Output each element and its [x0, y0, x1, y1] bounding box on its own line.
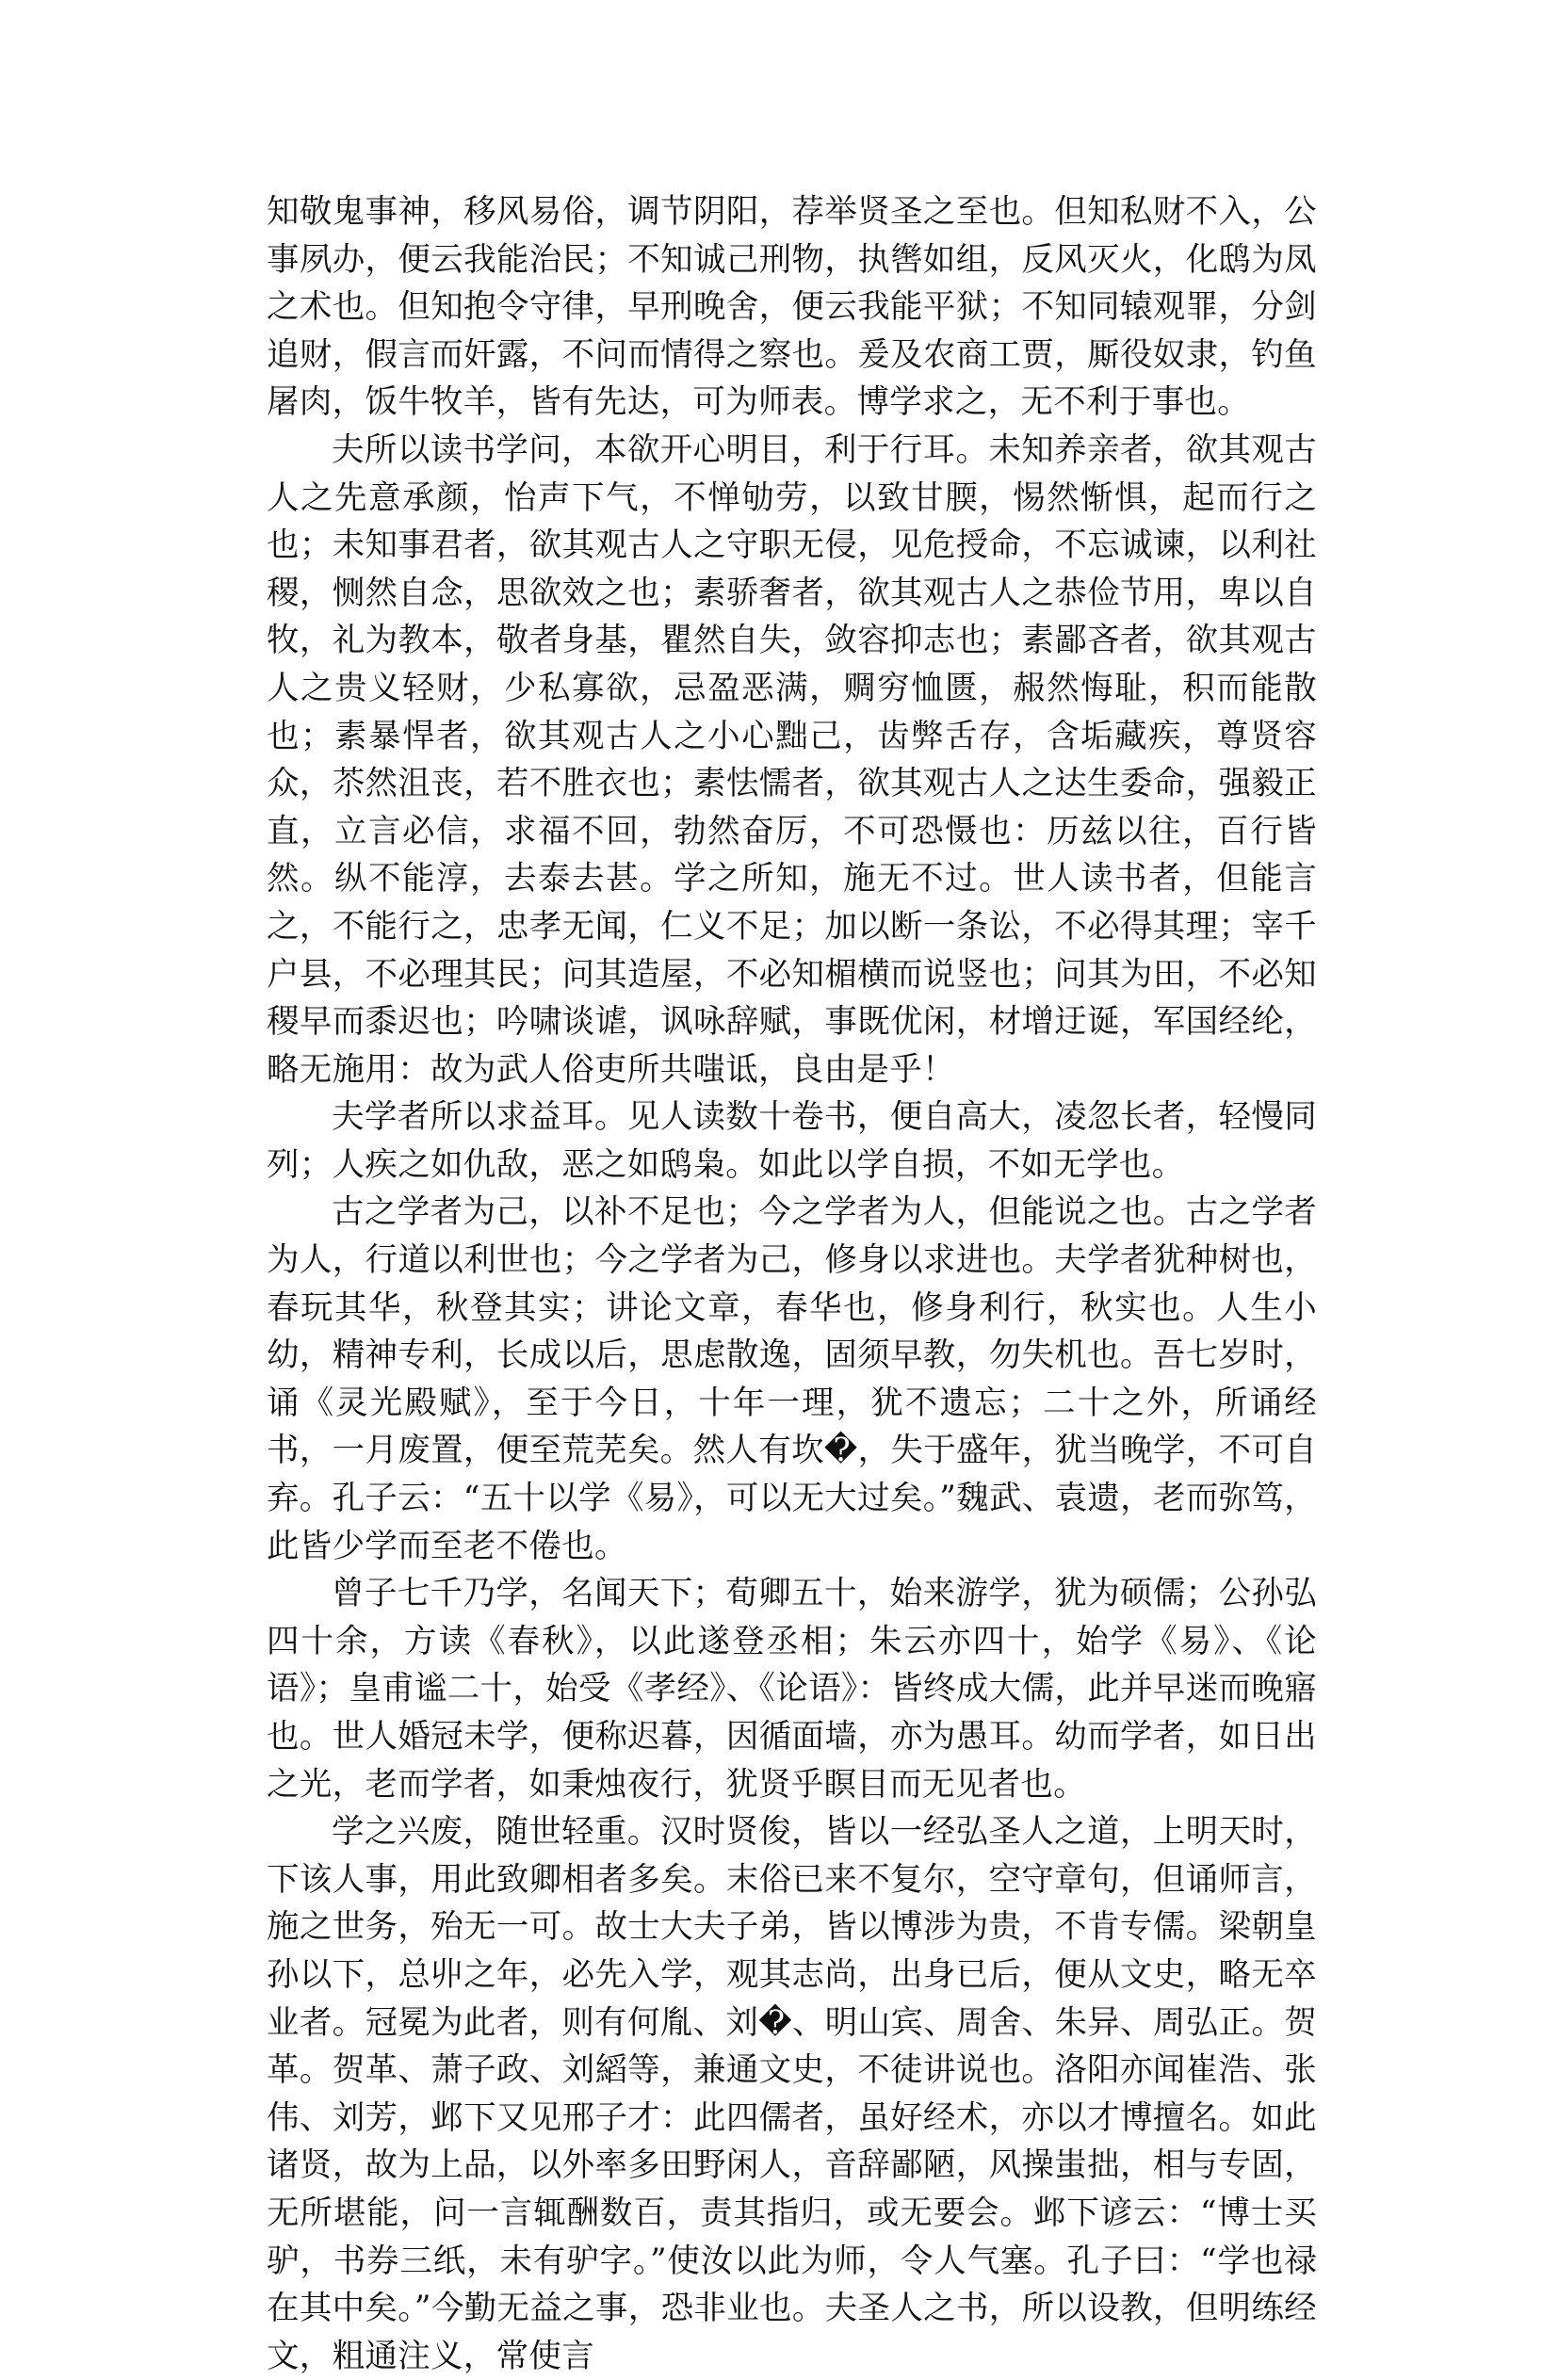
paragraph-4: 古之学者为己，以补不足也；今之学者为人，但能说之也。古之学者为人，行道以利世也；今之学者为己，修身以求进也。夫学者犹种树也，春玩其华，秋登其实；讲论文章，春华也，修身利行，秋实也。人生小幼，精神专利，长成以后，思虑散逸，固须早教，勿失机也。吾七岁时，诵《灵光殿赋》，至于今日，十年一理，犹不遗忘；二十之外，所诵经书，一月废置，便至荒芜矣。然人有坎�，失于盛年，犹当晚学，不可自弃。孔子云：“五十以学《易》，可以无大过矣。”魏武、袁遗，老而弥笃，此皆少学而至老不倦也。 — [267, 1193, 1317, 1565]
paragraph-1: 知敬鬼事神，移风易俗，调节阴阳，荐举贤圣之至也。但知私财不入，公事夙办，便云我能治民；不知诚己刑物，执辔如组，反风灭火，化鸱为凤之术也。但知抱令守律，早刑晚舍，便云我能平狱；不知同辕观罪，分剑追财，假言而奸露，不问而情得之察也。爰及农商工贾，厮役奴隶，钓鱼屠肉，饭牛牧羊，皆有先达，可为师表。博学求之，无不利于事也。 — [267, 193, 1317, 422]
paragraph-6: 学之兴废，随世轻重。汉时贤俊，皆以一经弘圣人之道，上明天时，下该人事，用此致卿相者多矣。末俗已来不复尔，空守章句，但诵师言，施之世务，殆无一可。故士大夫子弟，皆以博涉为贵，不肯专儒。梁朝皇孙以下，总丱之年，必先入学，观其志尚，出身已后，便从文史，略无卒业者。冠冕为此者，则有何胤、刘�、明山宾、周舍、朱异、周弘正。贺革。贺革、萧子政、刘縚等，兼通文史，不徒讲说也。洛阳亦闻崔浩、张伟、刘芳，邺下又见邢子才：此四儒者，虽好经术，亦以才博擅名。如此诸贤，故为上品，以外率多田野闲人，音辞鄙陋，风操蚩拙，相与专固，无所堪能，问一言辄酬数百，责其指归，或无要会。邺下谚云：“博士买驴，书券三纸，未有驴字。”使汝以此为师，令人气塞。孔子曰：“学也禄在其中矣。”今勤无益之事，恐非业也。夫圣人之书，所以设教，但明练经文，粗通注义，常使言 — [267, 1813, 1317, 2375]
paragraph-2: 夫所以读书学问，本欲开心明目，利于行耳。未知养亲者，欲其观古人之先意承颜，怡声下气，不惮劬劳，以致甘腝，惕然惭惧，起而行之也；未知事君者，欲其观古人之守职无侵，见危授命，不忘诚谏，以利社稷，恻然自念，思欲效之也；素骄奢者，欲其观古人之恭俭节用，卑以自牧，礼为教本，敬者身基，瞿然自失，敛容抑志也；素鄙吝者，欲其观古人之贵义轻财，少私寡欲，忌盈恶满，赒穷恤匮，赧然悔耻，积而能散也；素暴悍者，欲其观古人之小心黜己，齿弊舌存，含垢藏疾，尊贤容众，苶然沮丧，若不胜衣也；素怯懦者，欲其观古人之达生委命，强毅正直，立言必信，求福不回，勃然奋厉，不可恐慑也：历兹以往，百行皆然。纵不能淳，去泰去甚。学之所知，施无不过。世人读书者，但能言之，不能行之，忠孝无闻，仁义不足；加以断一条讼，不必得其理；宰千户县，不必理其民；问其造屋，不必知楣横而说竖也；问其为田，不必知稷早而黍迟也；吟啸谈谑，讽咏辞赋，事既优闲，材增迂诞，军国经纶，略无施用：故为武人俗吏所共嗤诋，良由是乎！ — [267, 430, 1317, 1089]
document-page — [267, 188, 1317, 2380]
paragraph-5: 曾子七千乃学，名闻天下；荀卿五十，始来游学，犹为硕儒；公孙弘四十余，方读《春秋》，以此遂登丞相；朱云亦四十，始学《易》、《论语》；皇甫谧二十，始受《孝经》、《论语》：皆终成大儒，此并早迷而晚寤也。世人婚冠未学，便称迟暮，因循面墙，亦为愚耳。幼而学者，如日出之光，老而学者，如秉烛夜行，犹贤乎瞑目而无见者也。 — [267, 1575, 1317, 1804]
paragraph-3: 夫学者所以求益耳。见人读数十卷书，便自高大，凌忽长者，轻慢同列；人疾之如仇敌，恶之如鸱枭。如此以学自损，不如无学也。 — [267, 1098, 1317, 1184]
